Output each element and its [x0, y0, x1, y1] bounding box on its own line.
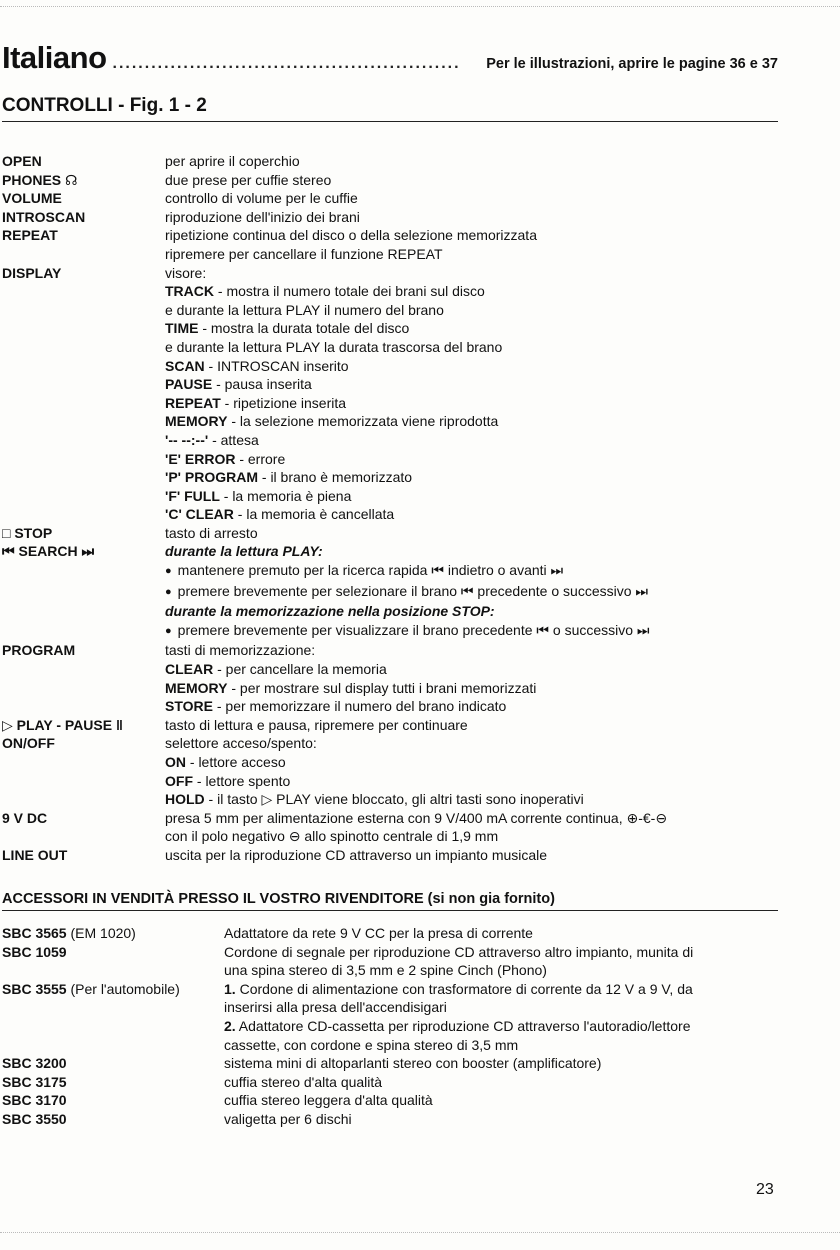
- control-description: [165, 846, 782, 865]
- description-line: sistema mini di altoparlanti stereo con booster (amplificatore): [224, 1055, 602, 1072]
- sub-item-text: - mostra la durata totale del disco: [198, 320, 410, 337]
- numbered-text: Adattatore CD-cassetta per riproduzione CD attraverso l'autoradio/lettore: [235, 1017, 691, 1034]
- sub-item: [165, 282, 782, 301]
- control-row: [2, 171, 782, 190]
- control-row: [2, 846, 782, 865]
- language-title: Italiano: [2, 40, 107, 75]
- accessory-description: [224, 1091, 782, 1110]
- accessory-row: [2, 1110, 782, 1129]
- description-line: ripetizione continua del disco o della selezione memorizzata: [165, 227, 537, 244]
- sub-item: [165, 394, 782, 413]
- control-description: [165, 542, 782, 641]
- accessory-code-cell: [2, 1110, 224, 1129]
- accessory-code-note: (EM 1020): [66, 925, 136, 941]
- description-line: ripremere per cancellare il funzione REPEAT: [165, 245, 443, 262]
- control-description: [165, 208, 782, 227]
- accessory-code-cell: [2, 980, 224, 1054]
- description-line: selettore acceso/spento:: [165, 735, 317, 752]
- sub-item: [165, 790, 782, 809]
- control-row: [2, 809, 782, 846]
- description-line: Adattatore da rete 9 V CC per la presa di corrente: [224, 925, 533, 941]
- control-description: [165, 226, 782, 263]
- sub-item: [165, 468, 782, 487]
- accessory-description: [224, 1054, 782, 1073]
- sub-item-label: 'C' CLEAR: [165, 506, 234, 523]
- sub-item: [165, 301, 782, 320]
- sub-item-text: - attesa: [208, 431, 259, 448]
- search-heading-play: durante la lettura PLAY:: [165, 543, 323, 560]
- accessory-code: SBC 3550: [2, 1110, 67, 1127]
- numbered-line: [224, 998, 782, 1017]
- sub-item-label: 'F' FULL: [165, 487, 220, 504]
- accessory-code-cell: [2, 1054, 224, 1073]
- accessory-row: [2, 924, 782, 943]
- numbered-text: inserirsi alla presa dell'accendisigari: [224, 999, 447, 1016]
- sub-item-text: - lettore spento: [193, 772, 291, 789]
- page-header: [2, 40, 778, 76]
- control-description: [165, 152, 782, 171]
- page-number: 23: [756, 1181, 774, 1198]
- sub-item-label: TIME: [165, 320, 199, 337]
- sub-item-text: - INTROSCAN inserito: [204, 357, 349, 374]
- sub-item-text: - per mostrare sul display tutti i brani memorizzati: [227, 679, 537, 696]
- control-key: PROGRAM: [2, 642, 76, 659]
- sub-item-label: HOLD: [165, 791, 205, 808]
- control-description: [165, 189, 782, 208]
- accessory-code: SBC 3565: [2, 925, 67, 941]
- controls-section-title: CONTROLLI - Fig. 1 - 2: [2, 95, 778, 122]
- description-line: per aprire il coperchio: [165, 153, 300, 169]
- description-line: uscita per la riproduzione CD attraverso un impianto musicale: [165, 846, 548, 863]
- control-row: [2, 641, 782, 715]
- sub-item: [165, 697, 782, 716]
- control-key: □ STOP: [2, 524, 53, 541]
- control-row: [2, 226, 782, 263]
- sub-item-label: 'P' PROGRAM: [165, 469, 258, 486]
- accessory-code-cell: [2, 1073, 224, 1092]
- sub-item: [165, 772, 782, 791]
- description-line: cuffia stereo d'alta qualità: [224, 1073, 383, 1090]
- control-key: INTROSCAN: [2, 208, 86, 225]
- numbered-line: [224, 1017, 782, 1036]
- control-row: [2, 152, 782, 171]
- control-row: [2, 208, 782, 227]
- search-bullet: ● premere brevemente per visualizzare il brano precedente ⏮ o successivo ⏭: [165, 621, 782, 642]
- accessory-code-cell: [2, 943, 224, 980]
- accessory-code-cell: [2, 924, 224, 943]
- sub-item-text: - lettore acceso: [186, 754, 286, 770]
- accessory-row: [2, 980, 782, 1054]
- sub-item: [165, 431, 782, 450]
- description-line: riproduzione dell'inizio dei brani: [165, 208, 360, 225]
- control-key: PHONES ☊: [2, 171, 78, 188]
- sub-item: [165, 450, 782, 469]
- description-line: tasto di arresto: [165, 524, 258, 541]
- sub-item-label: ON: [165, 754, 186, 770]
- accessory-code: SBC 3555: [2, 980, 67, 997]
- control-description: [165, 171, 782, 190]
- sub-item-text: e durante la lettura PLAY il numero del brano: [165, 301, 444, 318]
- accessory-code: SBC 1059: [2, 943, 67, 960]
- sub-item-label: SCAN: [165, 357, 205, 374]
- description-line: tasti di memorizzazione:: [165, 642, 316, 659]
- sub-item-label: STORE: [165, 698, 213, 715]
- accessory-description: [224, 924, 782, 943]
- sub-item-text: - ripetizione inserita: [220, 394, 347, 411]
- description-line: cuffia stereo leggera d'alta qualità: [224, 1092, 433, 1109]
- accessory-code: SBC 3170: [2, 1092, 67, 1109]
- accessory-description: [224, 980, 782, 1054]
- scan-noise-bottom: [0, 1232, 840, 1234]
- sub-item-label: TRACK: [165, 283, 214, 300]
- control-key: 9 V DC: [2, 809, 48, 826]
- control-description: [165, 641, 782, 715]
- description-line: valigetta per 6 dischi: [224, 1110, 352, 1127]
- item-number: 1.: [224, 980, 236, 997]
- control-key: LINE OUT: [2, 846, 68, 863]
- sub-item-label: OFF: [165, 772, 193, 789]
- description-line: una spina stereo di 3,5 mm e 2 spine Cinch (Phono): [224, 962, 547, 979]
- search-bullet: ● mantenere premuto per la ricerca rapida ⏮ indietro o avanti ⏭: [165, 561, 782, 582]
- sub-item-text: e durante la lettura PLAY la durata trascorsa del brano: [165, 338, 503, 355]
- description-line: Cordone di segnale per riproduzione CD attraverso altro impianto, munita di: [224, 943, 694, 960]
- item-number: 2.: [224, 1017, 236, 1034]
- sub-item-text: - per cancellare la memoria: [213, 661, 387, 678]
- accessory-code: SBC 3175: [2, 1073, 67, 1090]
- sub-item-text: - la selezione memorizzata viene riprodotta: [227, 413, 499, 430]
- sub-item-text: - la memoria è cancellata: [233, 506, 395, 523]
- control-row: [2, 524, 782, 543]
- accessory-code: SBC 3200: [2, 1055, 67, 1072]
- sub-item: [165, 753, 782, 772]
- sub-item-text: - il tasto ▷ PLAY viene bloccato, gli altri tasti sono inoperativi: [204, 791, 584, 808]
- sub-item-text: - per memorizzare il numero del brano indicato: [212, 698, 507, 715]
- description-line: due prese per cuffie stereo: [165, 171, 332, 188]
- control-row: [2, 734, 782, 808]
- numbered-line: [224, 980, 782, 999]
- control-key: VOLUME: [2, 190, 62, 207]
- description-line: tasto di lettura e pausa, ripremere per continuare: [165, 716, 468, 733]
- sub-item: [165, 505, 782, 524]
- sub-item-label: 'E' ERROR: [165, 450, 236, 467]
- sub-item-label: CLEAR: [165, 661, 214, 678]
- sub-item-text: - pausa inserita: [212, 376, 312, 393]
- accessory-row: [2, 943, 782, 980]
- sub-item-text: - errore: [235, 450, 286, 467]
- control-row: [2, 542, 782, 641]
- sub-item: [165, 487, 782, 506]
- accessories-table: [2, 924, 782, 1129]
- sub-item-label: MEMORY: [165, 679, 228, 696]
- numbered-text: Cordone di alimentazione con trasformatore di corrente da 12 V a 9 V, da: [235, 980, 693, 997]
- sub-item-label: REPEAT: [165, 394, 221, 411]
- sub-item: [165, 338, 782, 357]
- control-key: OPEN: [2, 153, 42, 169]
- control-description: [165, 734, 782, 808]
- numbered-text: cassette, con cordone e spina stereo di 3,5 mm: [224, 1036, 519, 1053]
- description-line: visore:: [165, 264, 207, 281]
- search-heading-stop: durante la memorizzazione nella posizione STOP:: [165, 603, 495, 620]
- sub-item: [165, 357, 782, 376]
- control-key: ON/OFF: [2, 735, 55, 752]
- accessory-description: [224, 1073, 782, 1092]
- sub-item: [165, 375, 782, 394]
- sub-item-text: - il brano è memorizzato: [258, 469, 413, 486]
- sub-item: [165, 660, 782, 679]
- sub-item-label: '-- --:--': [165, 431, 209, 448]
- control-row: [2, 264, 782, 524]
- search-bullet: ● premere brevemente per selezionare il brano ⏮ precedente o successivo ⏭: [165, 582, 782, 603]
- sub-item-label: MEMORY: [165, 413, 228, 430]
- control-row: [2, 189, 782, 208]
- sub-item-text: - mostra il numero totale dei brani sul disco: [214, 283, 485, 300]
- control-key: ⏮ SEARCH ⏭: [2, 543, 95, 560]
- control-description: [165, 809, 782, 846]
- description-line: controllo di volume per le cuffie: [165, 190, 358, 207]
- control-key: ▷ PLAY - PAUSE ‖: [2, 716, 123, 733]
- control-key: REPEAT: [2, 227, 58, 244]
- control-key: DISPLAY: [2, 264, 62, 281]
- control-description: [165, 524, 782, 543]
- accessory-code-note: (Per l'automobile): [66, 980, 180, 997]
- sub-item-text: - la memoria è piena: [219, 487, 352, 504]
- accessory-description: [224, 943, 782, 980]
- controls-table: [2, 152, 782, 865]
- accessories-section-title: ACCESSORI IN VENDITÀ PRESSO IL VOSTRO RIVENDITORE (si non gia fornito): [2, 891, 778, 911]
- sub-item: [165, 679, 782, 698]
- sub-item: [165, 319, 782, 338]
- leader-dots: ......................................................: [112, 55, 461, 72]
- accessory-row: [2, 1054, 782, 1073]
- control-description: [165, 716, 782, 735]
- numbered-line: [224, 1036, 782, 1055]
- description-line: con il polo negativo ⊖ allo spinotto centrale di 1,9 mm: [165, 828, 499, 845]
- sub-item: [165, 412, 782, 431]
- sub-item-label: PAUSE: [165, 376, 213, 393]
- accessory-row: [2, 1091, 782, 1110]
- accessory-row: [2, 1073, 782, 1092]
- illustration-note: Per le illustrazioni, aprire le pagine 36 e 37: [486, 56, 778, 72]
- control-description: [165, 264, 782, 524]
- description-line: presa 5 mm per alimentazione esterna con 9 V/400 mA corrente continua, ⊕-€-⊖: [165, 809, 668, 826]
- accessory-code-cell: [2, 1091, 224, 1110]
- accessory-description: [224, 1110, 782, 1129]
- scan-noise-top: [0, 6, 840, 8]
- control-row: [2, 716, 782, 735]
